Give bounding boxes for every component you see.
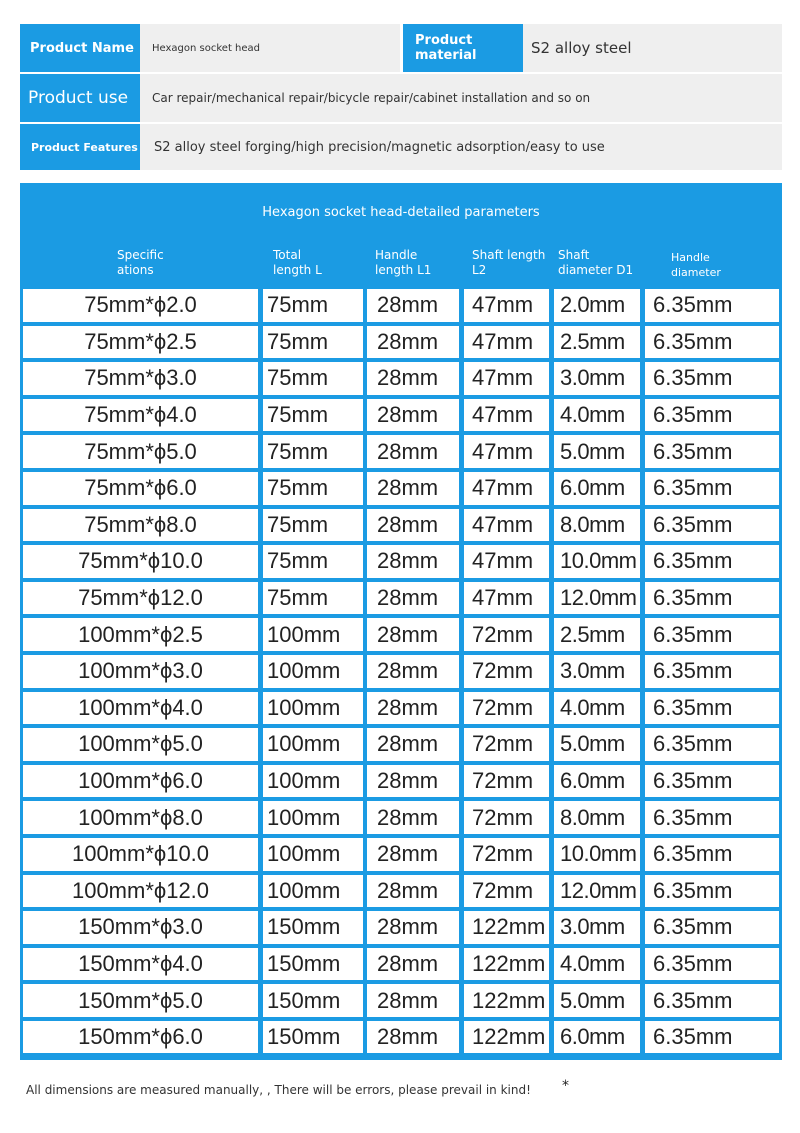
col-shaft-length-cell: 122mm	[464, 948, 549, 981]
table-row	[23, 507, 779, 544]
col-total-length-cell: 150mm	[263, 1021, 363, 1054]
col-handle-length-header	[375, 241, 459, 285]
col-shaft-length-cell: 47mm	[464, 289, 549, 322]
col-handle-length-cell: 28mm	[367, 875, 459, 908]
col-shaft-length-cell: 47mm	[464, 472, 549, 505]
col-shaft-length-cell: 72mm	[464, 838, 549, 871]
col-shaft-diameter-cell: 4.0mm	[554, 692, 640, 725]
table-row	[23, 433, 779, 470]
product-material-value: S2 alloy steel	[523, 24, 782, 72]
table-row	[23, 873, 779, 910]
table-row	[23, 836, 779, 873]
col-shaft-length-cell: 47mm	[464, 326, 549, 359]
col-shaft-diameter-cell: 8.0mm	[554, 801, 640, 834]
table-row	[23, 653, 779, 690]
col-handle-diameter-cell: 6.35mm	[645, 618, 779, 651]
col-specifications-cell: 75mm*ϕ3.0	[23, 362, 258, 395]
header-line: length L1	[375, 263, 432, 277]
col-specifications-header	[117, 241, 258, 285]
table-row	[23, 324, 779, 361]
col-shaft-length-cell: 122mm	[464, 984, 549, 1017]
col-handle-diameter-cell: 6.35mm	[645, 692, 779, 725]
col-handle-length-cell: 28mm	[367, 582, 459, 615]
col-shaft-diameter-cell: 12.0mm	[554, 875, 640, 908]
col-handle-length-cell: 28mm	[367, 984, 459, 1017]
table-row	[23, 726, 779, 763]
product-name-value: Hexagon socket head	[140, 24, 400, 72]
col-specifications-cell: 75mm*ϕ10.0	[23, 545, 258, 578]
col-shaft-length-cell: 47mm	[464, 582, 549, 615]
col-total-length-cell: 75mm	[263, 289, 363, 322]
col-handle-diameter-cell: 6.35mm	[645, 1021, 779, 1054]
table-body	[23, 287, 779, 1055]
table-row	[23, 580, 779, 617]
col-handle-diameter-cell: 6.35mm	[645, 984, 779, 1017]
col-specifications-cell: 100mm*ϕ10.0	[23, 838, 258, 871]
col-shaft-diameter-cell: 3.0mm	[554, 911, 640, 944]
col-handle-length-cell: 28mm	[367, 289, 459, 322]
col-shaft-length-cell: 72mm	[464, 692, 549, 725]
col-shaft-diameter-cell: 2.0mm	[554, 289, 640, 322]
col-total-length-cell: 75mm	[263, 545, 363, 578]
col-specifications-cell: 75mm*ϕ5.0	[23, 435, 258, 468]
col-specifications-cell: 100mm*ϕ12.0	[23, 875, 258, 908]
col-specifications-cell: 150mm*ϕ5.0	[23, 984, 258, 1017]
col-handle-diameter-header	[671, 241, 779, 285]
col-handle-length-cell: 28mm	[367, 472, 459, 505]
col-handle-diameter-cell: 6.35mm	[645, 509, 779, 542]
col-shaft-length-cell: 47mm	[464, 399, 549, 432]
col-specifications-cell: 75mm*ϕ8.0	[23, 509, 258, 542]
col-handle-length-cell: 28mm	[367, 801, 459, 834]
col-handle-diameter-cell: 6.35mm	[645, 765, 779, 798]
product-features-label: Product Features	[20, 124, 140, 170]
table-row	[23, 287, 779, 324]
col-shaft-diameter-cell: 6.0mm	[554, 472, 640, 505]
col-handle-length-cell: 28mm	[367, 1021, 459, 1054]
table-row	[23, 470, 779, 507]
col-total-length-cell: 100mm	[263, 765, 363, 798]
col-specifications-cell: 100mm*ϕ8.0	[23, 801, 258, 834]
measurement-note: All dimensions are measured manually, , There will be errors, please prevail in kind!	[26, 1083, 531, 1097]
col-handle-diameter-cell: 6.35mm	[645, 289, 779, 322]
table-row	[23, 360, 779, 397]
col-shaft-diameter-cell: 5.0mm	[554, 435, 640, 468]
header-line: diameter D1	[558, 263, 634, 277]
product-material-label	[403, 24, 523, 72]
col-shaft-length-cell: 122mm	[464, 911, 549, 944]
table-row	[23, 799, 779, 836]
header-line: Shaft	[558, 248, 590, 262]
col-specifications-cell: 75mm*ϕ4.0	[23, 399, 258, 432]
table-row	[23, 397, 779, 434]
header-line: Total	[273, 248, 302, 262]
col-handle-diameter-cell: 6.35mm	[645, 435, 779, 468]
col-total-length-cell: 150mm	[263, 984, 363, 1017]
col-specifications-cell: 100mm*ϕ3.0	[23, 655, 258, 688]
col-total-length-cell: 100mm	[263, 875, 363, 908]
col-handle-length-cell: 28mm	[367, 911, 459, 944]
col-shaft-diameter-cell: 12.0mm	[554, 582, 640, 615]
product-use-label: Product use	[20, 74, 140, 122]
col-shaft-diameter-cell: 10.0mm	[554, 545, 640, 578]
col-total-length-cell: 75mm	[263, 435, 363, 468]
col-handle-length-cell: 28mm	[367, 326, 459, 359]
col-handle-length-cell: 28mm	[367, 618, 459, 651]
table-row	[23, 982, 779, 1019]
col-specifications-cell: 75mm*ϕ2.5	[23, 326, 258, 359]
table-header-row	[20, 241, 782, 285]
col-handle-length-cell: 28mm	[367, 362, 459, 395]
table-row	[23, 909, 779, 946]
table-row	[23, 763, 779, 800]
col-total-length-cell: 75mm	[263, 399, 363, 432]
col-handle-length-cell: 28mm	[367, 399, 459, 432]
col-specifications-cell: 75mm*ϕ12.0	[23, 582, 258, 615]
col-shaft-length-cell: 47mm	[464, 545, 549, 578]
col-handle-length-cell: 28mm	[367, 545, 459, 578]
col-shaft-length-cell: 72mm	[464, 765, 549, 798]
col-total-length-cell: 75mm	[263, 509, 363, 542]
col-specifications-cell: 100mm*ϕ4.0	[23, 692, 258, 725]
table-row	[23, 1019, 779, 1056]
col-total-length-cell: 75mm	[263, 582, 363, 615]
col-shaft-diameter-cell: 5.0mm	[554, 984, 640, 1017]
col-shaft-diameter-cell: 3.0mm	[554, 655, 640, 688]
col-handle-length-cell: 28mm	[367, 765, 459, 798]
col-handle-diameter-cell: 6.35mm	[645, 326, 779, 359]
col-handle-diameter-cell: 6.35mm	[645, 545, 779, 578]
table-row	[23, 946, 779, 983]
col-shaft-length-cell: 72mm	[464, 728, 549, 761]
table-row	[23, 616, 779, 653]
product-material-label-line1: Product	[415, 33, 473, 48]
col-specifications-cell: 75mm*ϕ6.0	[23, 472, 258, 505]
header-line: diameter	[671, 266, 721, 279]
col-shaft-length-cell: 47mm	[464, 509, 549, 542]
col-handle-diameter-cell: 6.35mm	[645, 655, 779, 688]
col-handle-length-cell: 28mm	[367, 948, 459, 981]
col-shaft-length-cell: 122mm	[464, 1021, 549, 1054]
header-line: Specific	[117, 248, 164, 262]
col-handle-diameter-cell: 6.35mm	[645, 362, 779, 395]
col-handle-diameter-cell: 6.35mm	[645, 911, 779, 944]
col-specifications-cell: 75mm*ϕ2.0	[23, 289, 258, 322]
col-specifications-cell: 100mm*ϕ2.5	[23, 618, 258, 651]
header-line: Handle	[375, 248, 418, 262]
col-specifications-cell: 100mm*ϕ6.0	[23, 765, 258, 798]
col-shaft-length-cell: 72mm	[464, 801, 549, 834]
col-shaft-diameter-cell: 2.5mm	[554, 326, 640, 359]
col-handle-length-cell: 28mm	[367, 692, 459, 725]
col-total-length-cell: 100mm	[263, 692, 363, 725]
col-handle-diameter-cell: 6.35mm	[645, 801, 779, 834]
col-handle-diameter-cell: 6.35mm	[645, 582, 779, 615]
col-shaft-diameter-cell: 4.0mm	[554, 399, 640, 432]
col-shaft-diameter-cell: 10.0mm	[554, 838, 640, 871]
col-total-length-cell: 75mm	[263, 472, 363, 505]
col-shaft-diameter-cell: 8.0mm	[554, 509, 640, 542]
col-specifications-cell: 150mm*ϕ4.0	[23, 948, 258, 981]
col-specifications-cell: 150mm*ϕ6.0	[23, 1021, 258, 1054]
col-total-length-cell: 75mm	[263, 326, 363, 359]
col-handle-length-cell: 28mm	[367, 655, 459, 688]
col-shaft-length-cell: 72mm	[464, 875, 549, 908]
col-handle-diameter-cell: 6.35mm	[645, 472, 779, 505]
col-total-length-cell: 150mm	[263, 948, 363, 981]
product-material-label-line2: material	[415, 48, 477, 63]
col-handle-diameter-cell: 6.35mm	[645, 948, 779, 981]
product-features-value: S2 alloy steel forging/high precision/magnetic adsorption/easy to use	[140, 124, 782, 170]
asterisk-mark: *	[562, 1078, 569, 1094]
header-line: length L	[273, 263, 322, 277]
product-info	[20, 24, 782, 170]
parameters-table	[20, 183, 782, 1060]
product-use-value: Car repair/mechanical repair/bicycle repair/cabinet installation and so on	[140, 74, 782, 122]
col-total-length-cell: 100mm	[263, 801, 363, 834]
info-row-use	[20, 74, 782, 122]
col-handle-length-cell: 28mm	[367, 728, 459, 761]
info-row-name	[20, 24, 782, 72]
col-shaft-diameter-cell: 4.0mm	[554, 948, 640, 981]
col-shaft-diameter-header	[558, 241, 640, 285]
col-total-length-cell: 100mm	[263, 728, 363, 761]
col-total-length-cell: 100mm	[263, 838, 363, 871]
header-line: Handle	[671, 251, 710, 264]
col-total-length-header	[273, 241, 363, 285]
col-handle-length-cell: 28mm	[367, 838, 459, 871]
col-handle-diameter-cell: 6.35mm	[645, 728, 779, 761]
col-shaft-length-cell: 72mm	[464, 618, 549, 651]
col-specifications-cell: 150mm*ϕ3.0	[23, 911, 258, 944]
table-row	[23, 690, 779, 727]
col-shaft-diameter-cell: 6.0mm	[554, 765, 640, 798]
col-shaft-length-cell: 47mm	[464, 435, 549, 468]
col-handle-length-cell: 28mm	[367, 509, 459, 542]
col-shaft-length-cell: 47mm	[464, 362, 549, 395]
col-shaft-diameter-cell: 2.5mm	[554, 618, 640, 651]
col-total-length-cell: 100mm	[263, 618, 363, 651]
col-handle-diameter-cell: 6.35mm	[645, 875, 779, 908]
col-total-length-cell: 150mm	[263, 911, 363, 944]
product-name-label: Product Name	[20, 24, 140, 72]
col-specifications-cell: 100mm*ϕ5.0	[23, 728, 258, 761]
header-line: Shaft length	[472, 248, 546, 262]
col-total-length-cell: 75mm	[263, 362, 363, 395]
table-title: Hexagon socket head-detailed parameters	[262, 204, 540, 220]
info-row-features	[20, 124, 782, 170]
col-handle-diameter-cell: 6.35mm	[645, 399, 779, 432]
col-total-length-cell: 100mm	[263, 655, 363, 688]
table-row	[23, 543, 779, 580]
header-line: ations	[117, 263, 154, 277]
col-shaft-diameter-cell: 6.0mm	[554, 1021, 640, 1054]
header-line: L2	[472, 263, 487, 277]
col-shaft-diameter-cell: 3.0mm	[554, 362, 640, 395]
col-shaft-diameter-cell: 5.0mm	[554, 728, 640, 761]
col-shaft-length-header	[472, 241, 549, 285]
col-handle-length-cell: 28mm	[367, 435, 459, 468]
col-shaft-length-cell: 72mm	[464, 655, 549, 688]
col-handle-diameter-cell: 6.35mm	[645, 838, 779, 871]
